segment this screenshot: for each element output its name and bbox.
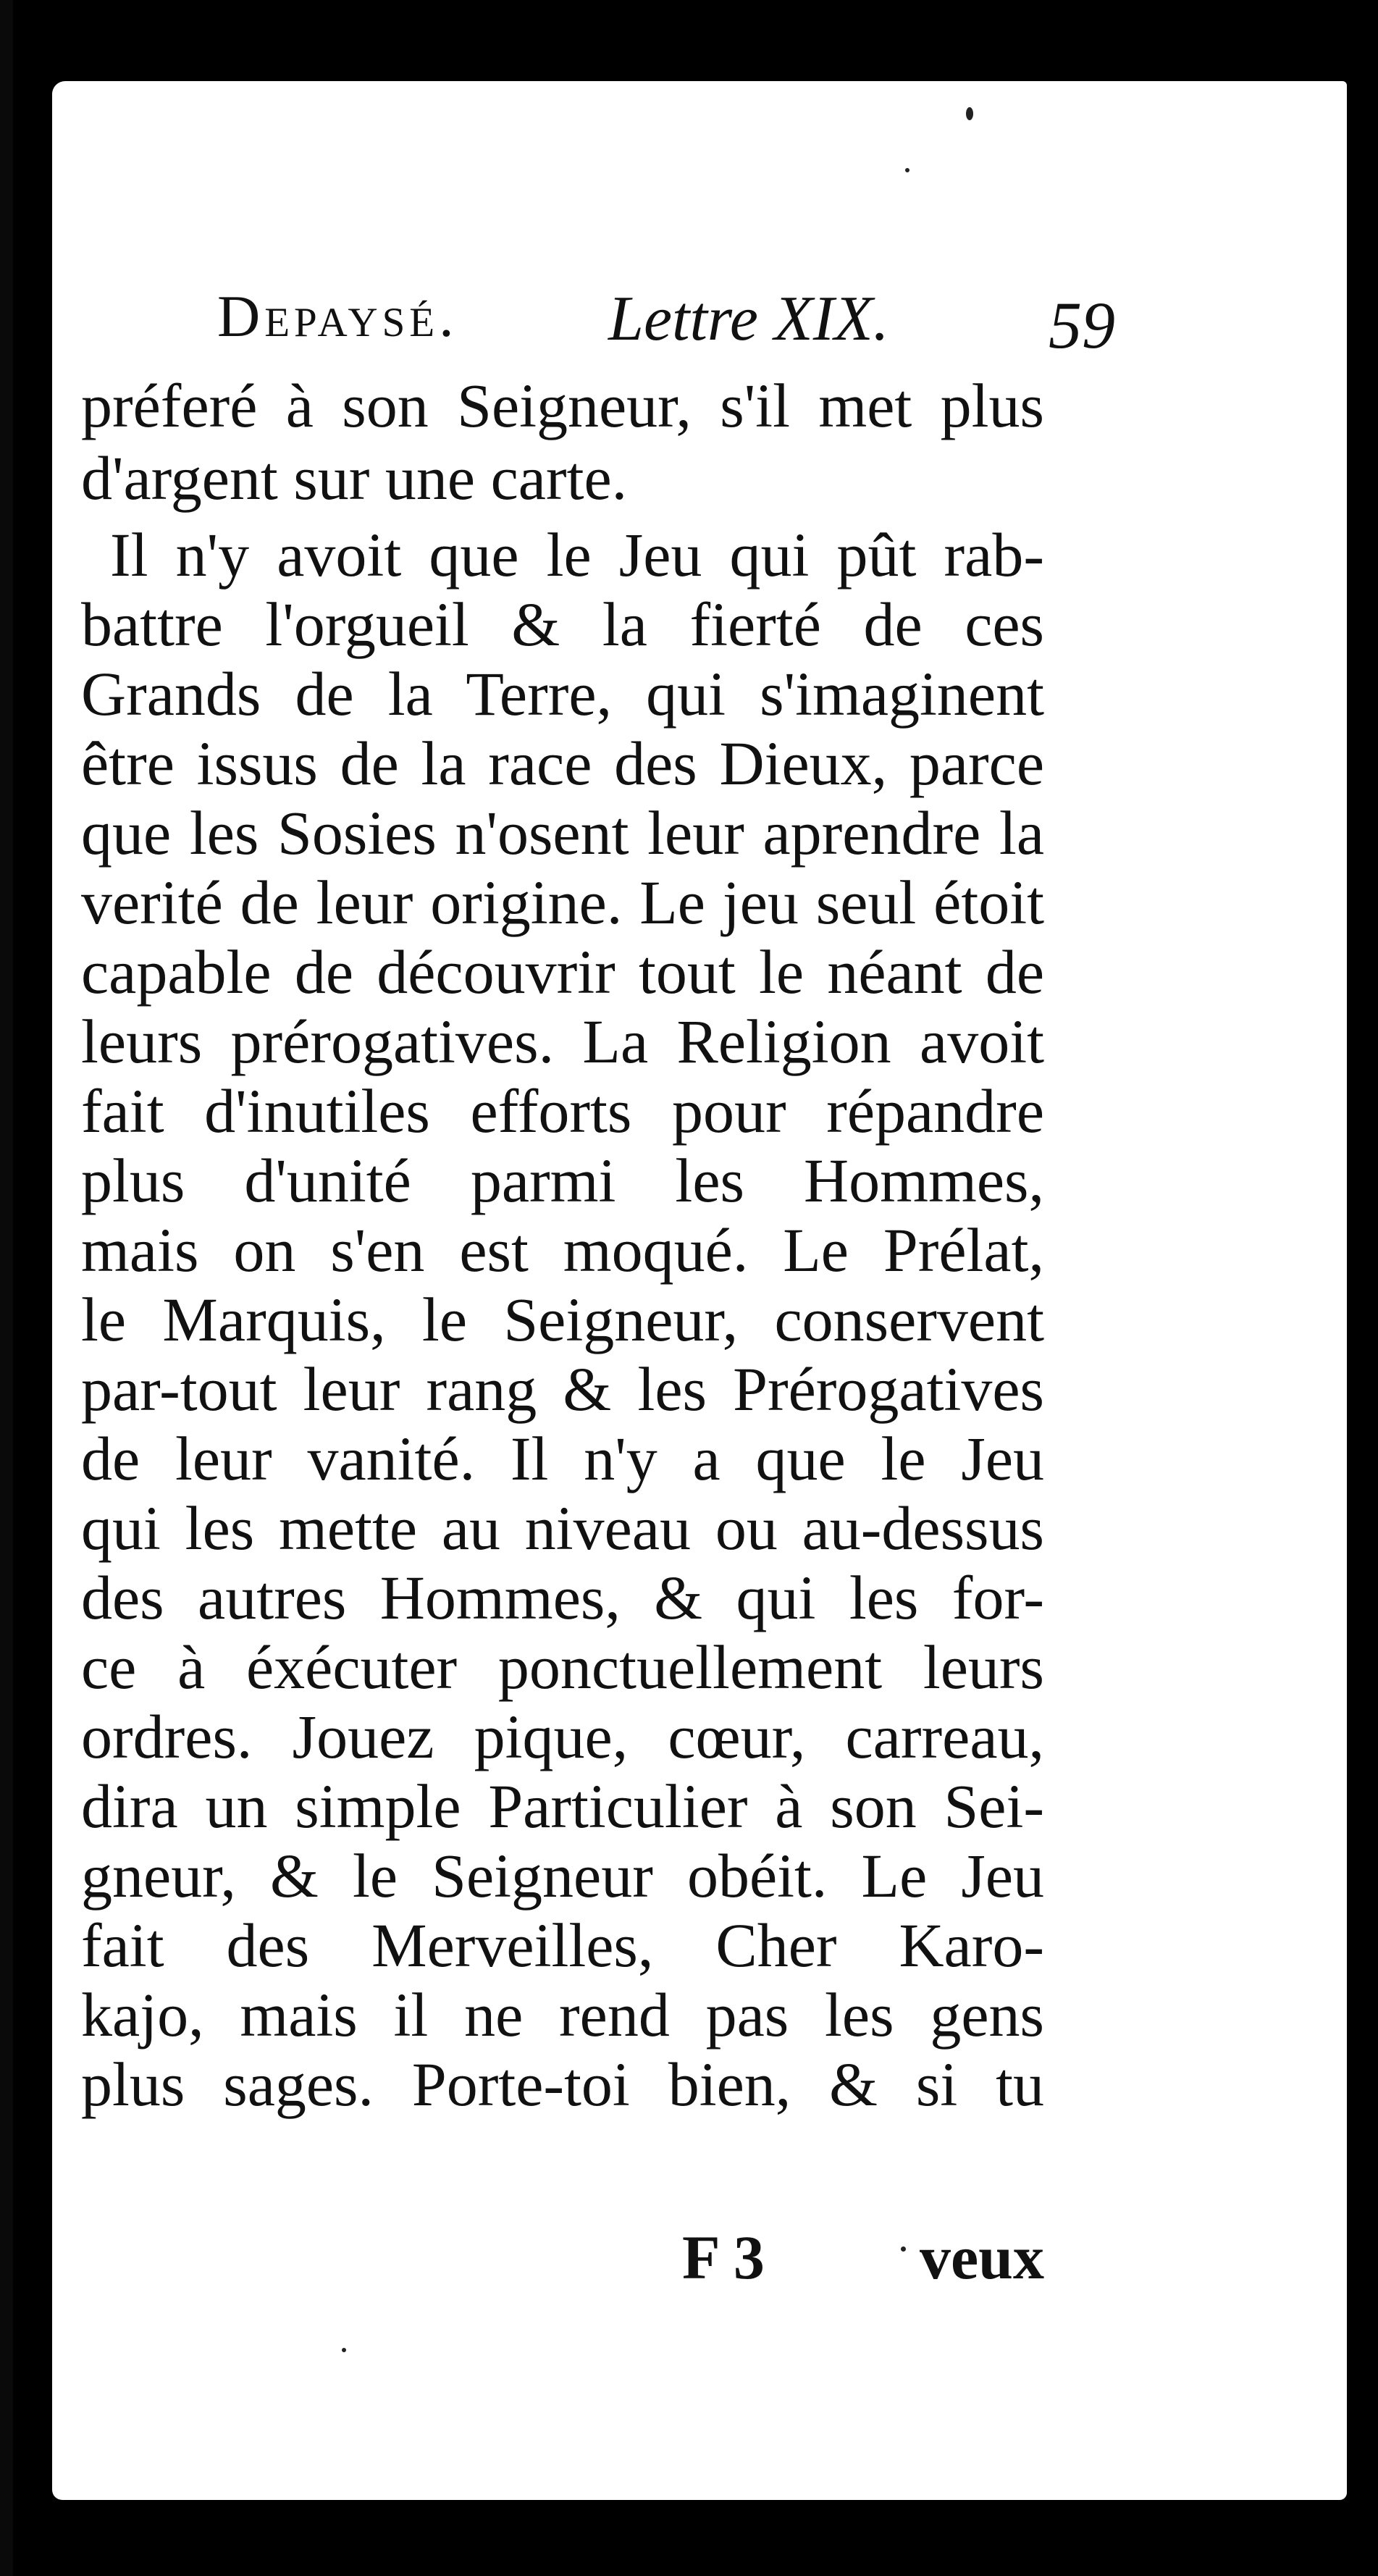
page-footer [81,2221,1044,2294]
text-line: plus d'unité parmi les Hommes, [81,1146,1044,1215]
text-line: préferé à son Seigneur, s'il met plus [81,371,1044,440]
text-line: fait des Merveilles, Cher Karo- [81,1910,1044,1980]
text-line: gneur, & le Seigneur obéit. Le Jeu [81,1841,1044,1910]
text-line: ordres. Jouez pique, cœur, carreau, [81,1702,1044,1771]
text-line: plus sages. Porte-toi bien, & si tu [81,2050,1044,2119]
ink-speck [901,2246,906,2252]
page-header [217,282,1115,362]
page-number: 59 [1049,288,1115,362]
ink-speck [342,2348,346,2352]
text-line: le Marquis, le Seigneur, conservent [81,1285,1044,1354]
text-line: ce à éxécuter ponctuellement leurs [81,1632,1044,1702]
book-page [52,81,1347,2500]
text-line: de leur vanité. Il n'y a que le Jeu [81,1424,1044,1493]
text-line: mais on s'en est moqué. Le Prélat, [81,1215,1044,1285]
text-line: qui les mette au niveau ou au-dessus [81,1493,1044,1563]
book-gutter-edge [0,0,13,2576]
signature-mark: F 3 [682,2223,765,2292]
text-line: que les Sosies n'osent leur aprendre la [81,798,1044,868]
text-line: par-tout leur rang & les Prérogatives [81,1354,1044,1424]
letter-number: Lettre XIX. [608,284,889,354]
text-line: kajo, mais il ne rend pas les gens [81,1980,1044,2050]
text-line: fait d'inutiles efforts pour répandre [81,1076,1044,1146]
ink-speck [966,107,973,120]
text-line: verité de leur origine. Le jeu seul étoit [81,868,1044,937]
catchword: veux [920,2223,1044,2292]
text-line: être issus de la race des Dieux, parce [81,729,1044,798]
text-line: Il n'y avoit que le Jeu qui pût rab- [110,520,1044,590]
ink-speck [905,168,909,172]
text-line: Grands de la Terre, qui s'imaginent [81,659,1044,729]
text-line: leurs prérogatives. La Religion avoit [81,1007,1044,1076]
text-line: capable de découvrir tout le néant de [81,937,1044,1007]
text-line: dira un simple Particulier à son Sei- [81,1771,1044,1841]
text-line: d'argent sur une carte. [81,443,628,513]
text-line: des autres Hommes, & qui les for- [81,1563,1044,1632]
running-head: Depaysé. [217,283,458,349]
text-line: battre l'orgueil & la fierté de ces [81,590,1044,659]
